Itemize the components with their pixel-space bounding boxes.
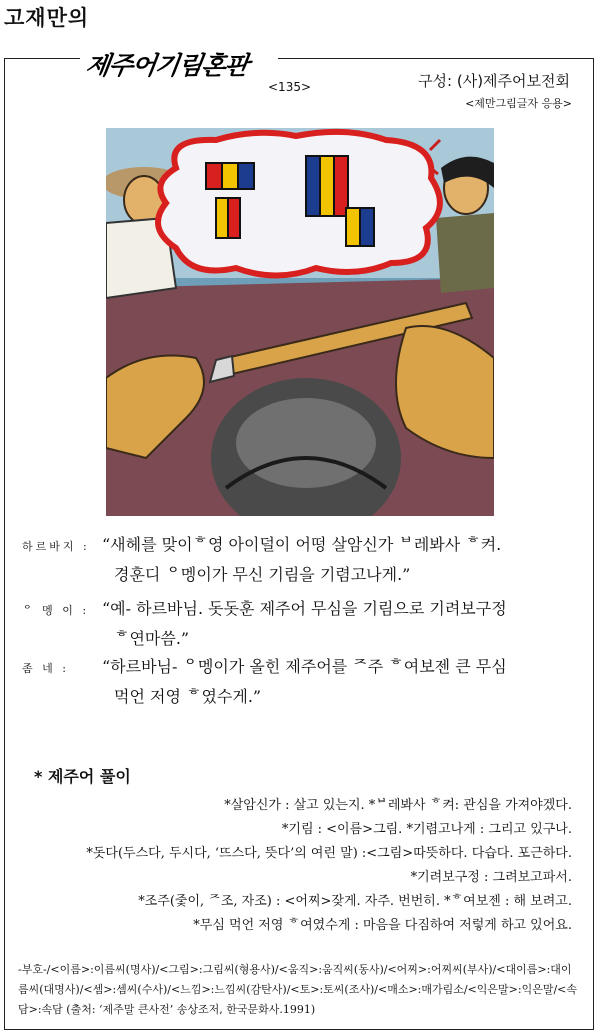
glossary-line: *기림 : <이름>그림. *기렴고나게 : 그리고 있구나. xyxy=(281,822,572,837)
glossary-line: *살암신가 : 살고 있는지. *ᄇ레봐사 ᄒ켜: 관심을 가져야겠다. xyxy=(224,798,572,813)
footnote-line: -부호-/<이름>:이름씨(명사)/<그림>:그림씨(형용사)/<움직>:움직씨(동사)/<어찌>:어찌씨(부사)/<대이름>:대이 xyxy=(18,963,572,976)
footnote-line: 름씨(대명사)/<셈>:셈씨(수사)/<느낌>:느낌씨(감탄사)/<토>:토씨(조사)/<매소>:매가림소/<익은말>:익은말/<속 xyxy=(18,983,578,996)
credit-subtitle: <제만그림글자 응용> xyxy=(465,97,572,110)
footnote-line: 담>:속담 (출처: ‘제주말 큰사전’ 송상조저, 한국문화사.1991) xyxy=(18,1003,316,1016)
dialog-line: “새헤를 맞이ᄒ영 아이덜이 어떵 살암신가 ᄇ레봐사 ᄒ켜. xyxy=(102,535,502,554)
series-logo xyxy=(80,42,278,82)
speaker-label: 좀 네 : xyxy=(22,662,69,675)
logo-text: 제주어기림혼판 xyxy=(83,51,250,80)
credit: 구성: (사)제주어보전회 xyxy=(418,72,570,90)
dialog-line: 경훈디 ᄋ멩이가 무신 기림을 기렴고나게.” xyxy=(114,565,411,584)
glossary-heading: * 제주어 풀이 xyxy=(34,767,131,786)
speaker-label: 하르바지 : xyxy=(22,540,90,553)
dialog-line: “하르바님- ᄋ멩이가 올힌 제주어를 ᄌ주 ᄒ여보젠 큰 무심 xyxy=(102,657,507,676)
speaker-label: ᄋ 멩 이 : xyxy=(22,604,90,617)
series-title: 고재만의 xyxy=(4,6,90,30)
comic-illustration xyxy=(106,128,494,516)
glossary-line: *조주(줓이, ᄌ조, 자조) : <어찌>잦게. 자주. 번번히. *ᄒ여보젠 : 해 보려고. xyxy=(138,894,572,909)
dialog-line: “예- 하르바님. 돗돗훈 제주어 무심을 기림으로 기려보구정 xyxy=(102,599,507,618)
dialog-line: 먹언 저영 ᄒ였수게.” xyxy=(114,687,262,706)
issue-number: <135> xyxy=(268,80,312,94)
glossary-line: *돗다(두스다, 두시다, ‘뜨스다, 뜻다’의 여린 말) :<그림>따뜻하다. 다습다. 포근하다. xyxy=(86,846,572,861)
glossary-line: *무심 먹언 저영 ᄒ여였수게 : 마음을 다짐하여 저렇게 하고 있어요. xyxy=(193,918,572,933)
dialog-line: ᄒ연마씀.” xyxy=(114,629,190,648)
glossary-line: *기려보구정 : 그려보고파서. xyxy=(410,870,572,885)
